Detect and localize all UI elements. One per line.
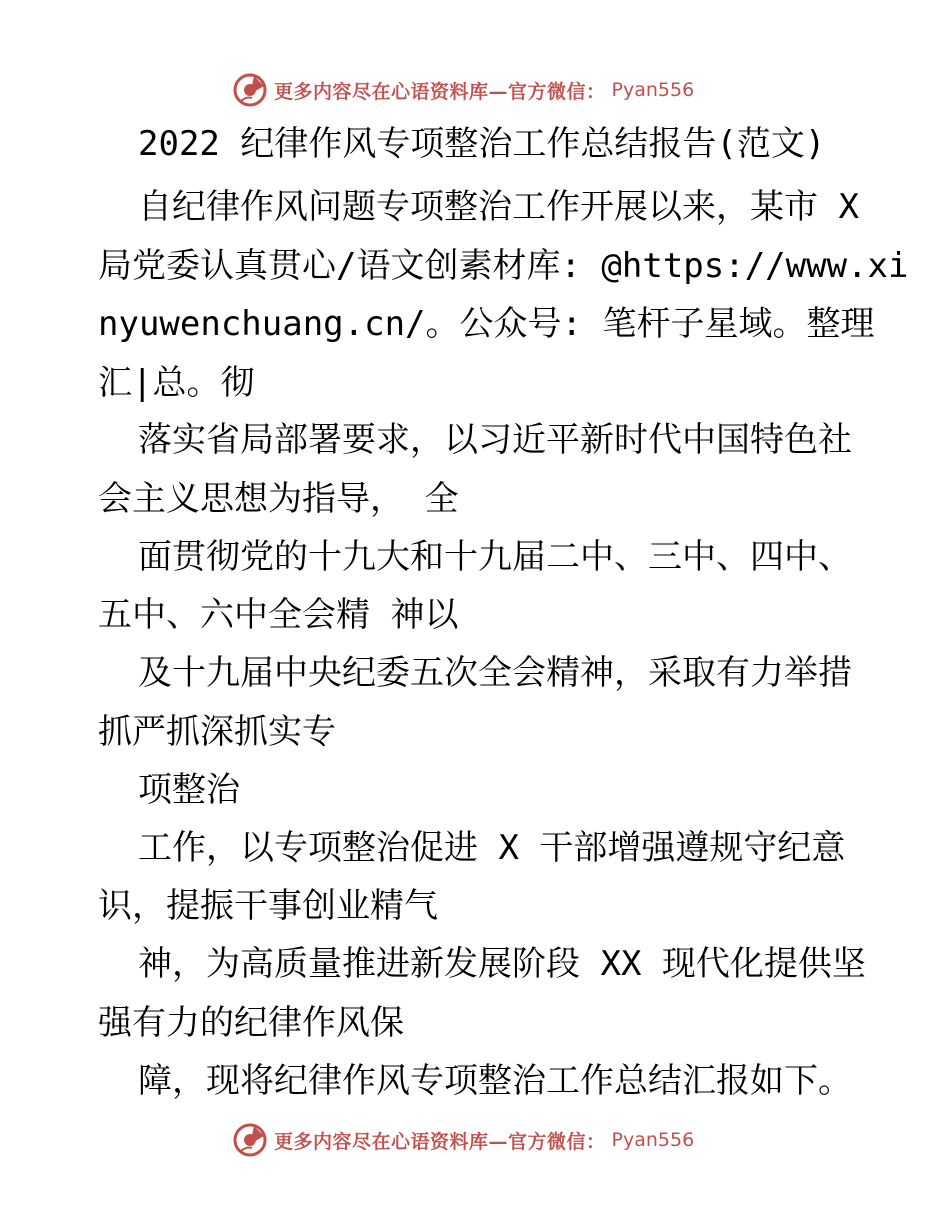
paragraph-line: 工作，以专项整治促进 X 干部增强遵规守纪意 bbox=[138, 828, 846, 868]
paragraph-line: 神，为高质量推进新发展阶段 XX 现代化提供坚 bbox=[138, 944, 866, 984]
logo-icon bbox=[232, 1122, 268, 1158]
paragraph-line: 局党委认真贯心/语文创素材库: @https://www.xi bbox=[98, 246, 909, 286]
footer-banner-text: 更多内容尽在心语资料库—官方微信： bbox=[274, 1130, 606, 1153]
paragraph-line: 会主义思想为指导， 全 bbox=[98, 479, 459, 519]
paragraph-line: 落实省局部署要求，以习近平新时代中国特色社 bbox=[138, 420, 852, 460]
paragraph-line: 障，现将纪律作风专项整治工作总结汇报如下。 bbox=[138, 1061, 852, 1101]
paragraph-line: 及十九届中央纪委五次全会精神，采取有力举措 bbox=[138, 653, 852, 693]
header-banner-text: 更多内容尽在心语资料库—官方微信： bbox=[274, 80, 606, 103]
footer-banner-id: Pyan556 bbox=[611, 1129, 695, 1151]
footer-watermark-banner bbox=[232, 1122, 694, 1158]
document-title: 2022 纪律作风专项整治工作总结报告(范文) bbox=[138, 124, 826, 164]
paragraph-line: 抓严抓深抓实专 bbox=[98, 712, 336, 752]
paragraph-line: nyuwenchuang.cn/。公众号: 笔杆子星域。整理 bbox=[98, 304, 875, 344]
paragraph-line: 自纪律作风问题专项整治工作开展以来，某市 X bbox=[138, 187, 859, 227]
paragraph-line: 汇|总。彻 bbox=[98, 363, 255, 403]
paragraph-line: 五中、六中全会精 神以 bbox=[98, 595, 459, 635]
header-banner-id: Pyan556 bbox=[611, 79, 695, 101]
paragraph-line: 识，提振干事创业精气 bbox=[98, 886, 438, 926]
paragraph-line: 强有力的纪律作风保 bbox=[98, 1003, 404, 1043]
paragraph-line: 面贯彻党的十九大和十九届二中、三中、四中、 bbox=[138, 537, 852, 577]
paragraph-line: 项整治 bbox=[138, 770, 240, 810]
